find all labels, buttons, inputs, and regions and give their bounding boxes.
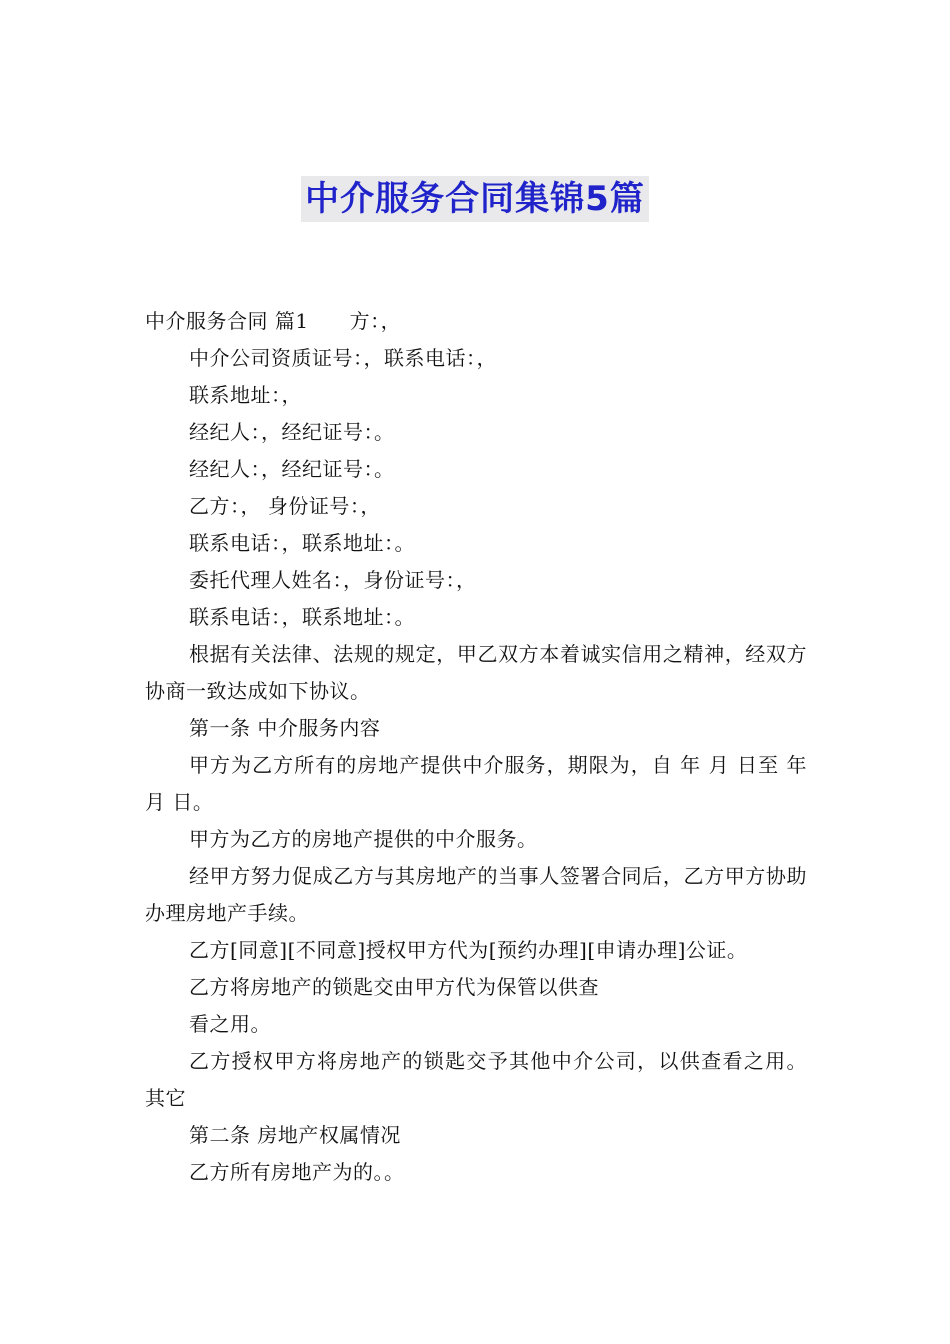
paragraph: 委托代理人姓名：，身份证号：，: [189, 568, 477, 592]
paragraph-heading: 中介服务合同 篇1 方：，: [145, 309, 402, 333]
paragraph: 看之用。: [189, 1012, 271, 1036]
paragraph: 联系电话：，联系地址：。: [189, 605, 415, 629]
paragraph: 甲方为乙方的房地产提供的中介服务。: [189, 827, 538, 851]
paragraph: 甲方为乙方所有的房地产提供中介服务，期限为，自 年 月 日至 年 月 日。: [145, 753, 814, 814]
paragraph: 乙方[同意][不同意]授权甲方代为[预约办理][申请办理]公证。: [189, 938, 748, 962]
paragraph: 经纪人：，经纪证号：。: [189, 420, 395, 444]
paragraph: 联系电话：，联系地址：。: [189, 531, 415, 555]
paragraph: 乙方授权甲方将房地产的锁匙交予其他中介公司，以供查看之用。 其它: [145, 1049, 814, 1110]
paragraph: 中介公司资质证号：，联系电话：，: [189, 346, 497, 370]
paragraph: 经纪人：，经纪证号：。: [189, 457, 395, 481]
paragraph: 乙方所有房地产为的。。: [189, 1160, 405, 1184]
paragraph: 根据有关法律、法规的规定，甲乙双方本着诚实信用之精神，经双方协商一致达成如下协议。: [145, 642, 807, 703]
paragraph: 经甲方努力促成乙方与其房地产的当事人签署合同后，乙方甲方协助办理房地产手续。: [145, 864, 807, 925]
document-body: [145, 303, 814, 1191]
section-heading: 第二条 房地产权属情况: [189, 1123, 401, 1147]
section-heading: 第一条 中介服务内容: [189, 716, 381, 740]
paragraph: 联系地址：，: [189, 383, 302, 407]
document-title: 中介服务合同集锦5篇: [301, 176, 649, 222]
paragraph: 乙方：， 身份证号：，: [189, 494, 381, 518]
paragraph: 乙方将房地产的锁匙交由甲方代为保管以供查: [189, 975, 599, 999]
title-container: [0, 176, 950, 222]
